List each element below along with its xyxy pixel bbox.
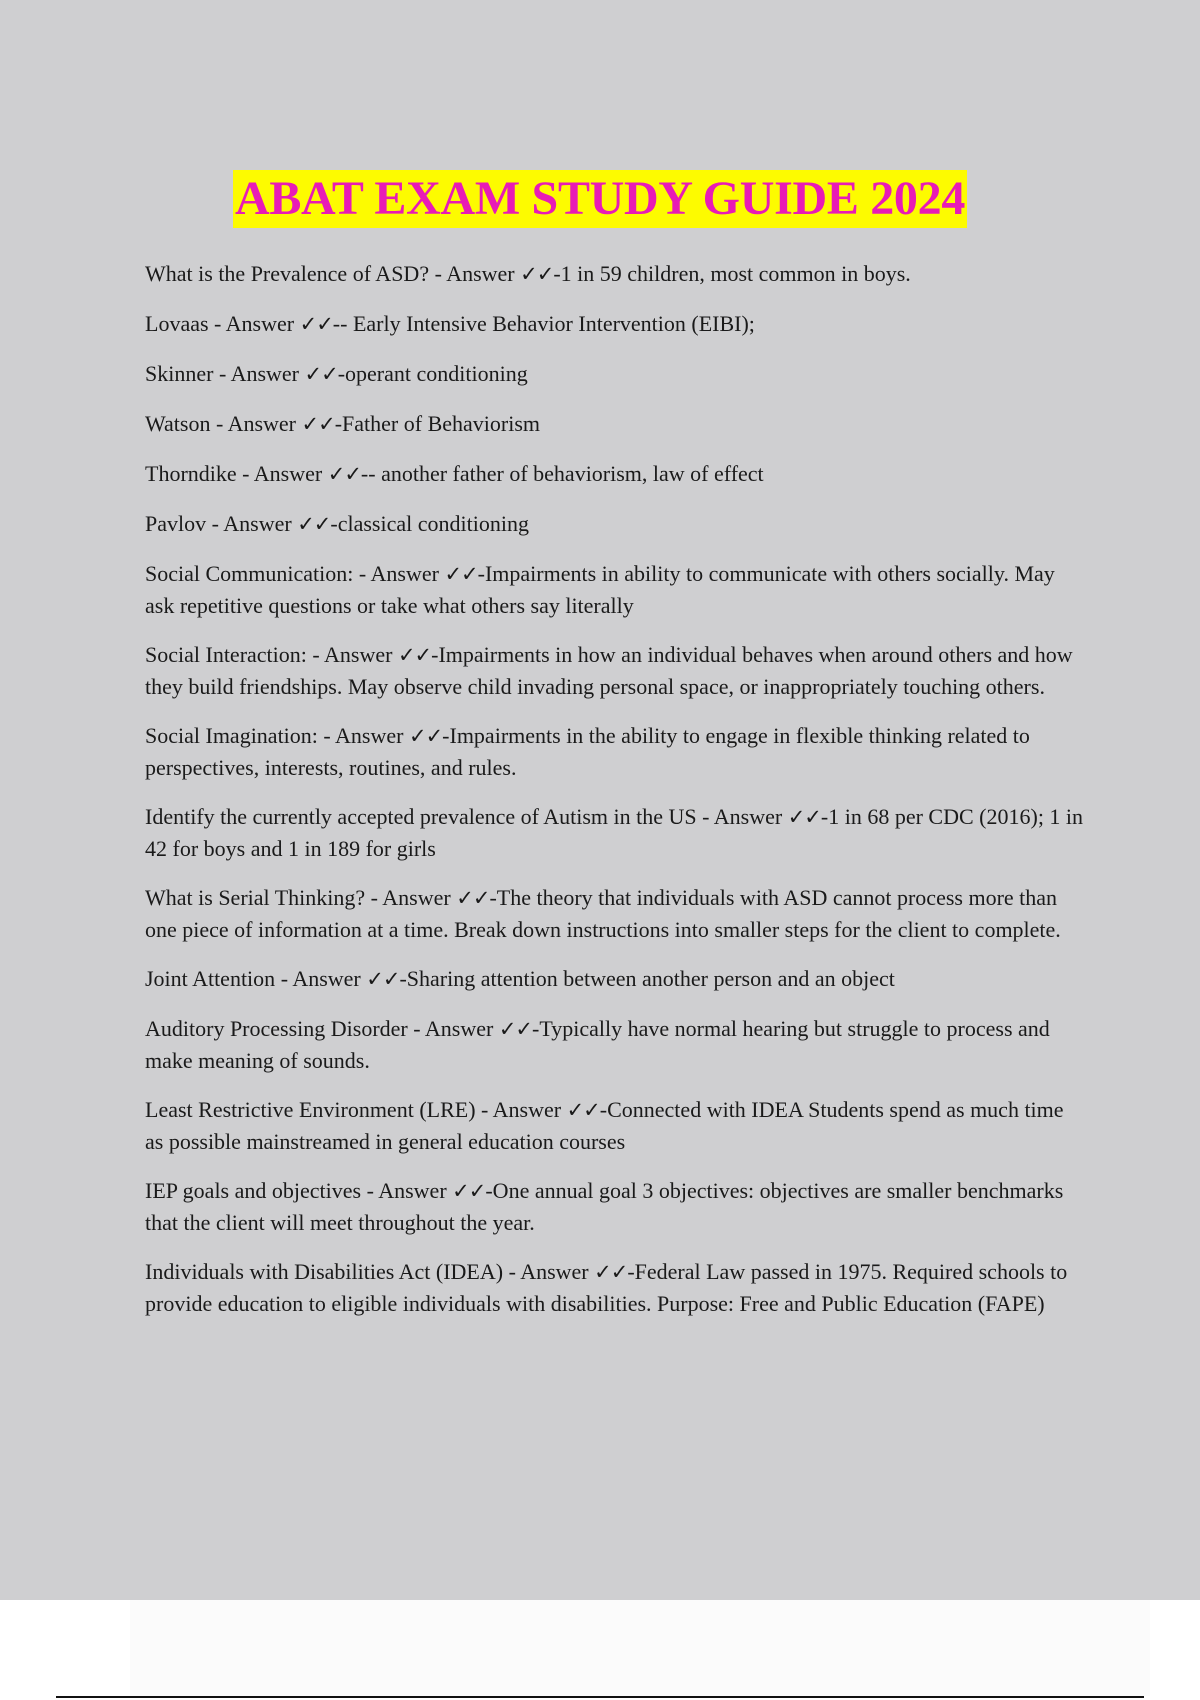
qa-item (145, 639, 1085, 702)
qa-separator: - (361, 1178, 379, 1203)
qa-separator: - (407, 1016, 425, 1041)
qa-separator: - (353, 561, 371, 586)
qa-item (145, 408, 1085, 440)
check-mark-icon: ✓✓ (301, 412, 335, 436)
qa-answer: -- Early Intensive Behavior Intervention (EIBI); (332, 311, 755, 336)
check-mark-icon: ✓✓ (456, 886, 490, 910)
check-mark-icon: ✓✓ (408, 724, 443, 748)
qa-term: Lovaas (145, 311, 209, 336)
qa-answer: -Impairments in the ability to engage in flexible thinking related to perspectives, interests, routines, and rules. (145, 723, 1030, 780)
answer-label: Answer (223, 511, 292, 536)
qa-answer: -Impairments in ability to communicate with others socially. May ask repetitive questions or take what others say literally (145, 561, 1055, 618)
check-mark-icon: ✓✓ (327, 462, 361, 486)
qa-term: Social Imagination: (145, 723, 318, 748)
qa-answer: -1 in 68 per CDC (2016); 1 in 42 for boys and 1 in 189 for girls (145, 804, 1084, 861)
check-mark-icon: ✓✓ (498, 1017, 533, 1041)
qa-separator: - (210, 411, 228, 436)
answer-label: Answer (424, 1016, 494, 1041)
check-mark-icon: ✓✓ (444, 562, 478, 586)
qa-term: Skinner (145, 361, 214, 386)
qa-term: Auditory Processing Disorder (145, 1016, 408, 1041)
qa-term: Individuals with Disabilities Act (IDEA) (145, 1259, 504, 1284)
qa-item (145, 1094, 1085, 1157)
footer-divider (56, 1696, 1144, 1698)
check-mark-icon: ✓✓ (566, 1098, 600, 1122)
qa-term: Identify the currently accepted prevalence of Autism in the US (145, 804, 697, 829)
qa-item (145, 1013, 1085, 1076)
qa-term: What is the Prevalence of ASD? (145, 261, 430, 286)
qa-term: Joint Attention (145, 966, 276, 991)
answer-label: Answer (230, 361, 300, 386)
qa-term: Social Interaction: (145, 642, 307, 667)
qa-term: Social Communication: (145, 561, 354, 586)
qa-answer: -Connected with IDEA Students spend as much time as possible mainstreamed in general education courses (145, 1097, 1064, 1154)
qa-term: Watson (145, 411, 211, 436)
check-mark-icon: ✓✓ (787, 805, 821, 829)
qa-answer: -Sharing attention between another person and an object (399, 966, 895, 991)
answer-label: Answer (492, 1097, 562, 1122)
qa-list (145, 258, 1085, 1337)
qa-answer: -classical conditioning (330, 511, 529, 536)
qa-answer: -Impairments in how an individual behaves when around others and how they build friendships. May observe child invading personal space, or inappropriately touching others. (145, 642, 1073, 699)
check-mark-icon: ✓✓ (397, 643, 432, 667)
qa-answer: -Typically have normal hearing but struggle to process and make meaning of sounds. (145, 1016, 1050, 1073)
check-mark-icon: ✓✓ (520, 262, 554, 286)
qa-item (145, 358, 1085, 390)
qa-separator: - (236, 461, 254, 486)
qa-item (145, 882, 1085, 945)
answer-label: Answer (378, 1178, 447, 1203)
qa-item (145, 258, 1085, 290)
check-mark-icon: ✓✓ (452, 1179, 486, 1203)
qa-answer: -1 in 59 children, most common in boys. (553, 261, 911, 286)
answer-label: Answer (335, 723, 404, 748)
check-mark-icon: ✓✓ (299, 312, 333, 336)
qa-separator: - (213, 361, 231, 386)
check-mark-icon: ✓✓ (594, 1260, 628, 1284)
qa-separator: - (208, 311, 226, 336)
qa-item (145, 963, 1085, 995)
qa-separator: - (503, 1259, 521, 1284)
qa-answer: -One annual goal 3 objectives: objectives are smaller benchmarks that the client will meet throughout the year. (145, 1178, 1064, 1235)
title-wrap (0, 170, 1200, 228)
qa-item (145, 720, 1085, 783)
answer-label: Answer (225, 311, 295, 336)
check-mark-icon: ✓✓ (297, 512, 331, 536)
qa-item (145, 1175, 1085, 1238)
answer-label: Answer (227, 411, 297, 436)
document-title: ABAT EXAM STUDY GUIDE 2024 (233, 170, 967, 228)
answer-label: Answer (520, 1259, 589, 1284)
qa-separator: - (365, 885, 383, 910)
qa-separator: - (696, 804, 714, 829)
qa-separator: - (275, 966, 293, 991)
qa-term: Least Restrictive Environment (LRE) (145, 1097, 476, 1122)
check-mark-icon: ✓✓ (366, 967, 400, 991)
qa-item (145, 308, 1085, 340)
qa-answer: -The theory that individuals with ASD cannot process more than one piece of information at a time. Break down instructions into smaller steps for the client to complete. (145, 885, 1061, 942)
answer-label: Answer (713, 804, 783, 829)
qa-item (145, 508, 1085, 540)
qa-item (145, 458, 1085, 490)
qa-separator: - (475, 1097, 493, 1122)
footer-panel (130, 1600, 1150, 1696)
qa-item (145, 801, 1085, 864)
qa-answer: -Father of Behaviorism (334, 411, 541, 436)
answer-label: Answer (253, 461, 323, 486)
answer-label: Answer (324, 642, 393, 667)
check-mark-icon: ✓✓ (304, 362, 338, 386)
qa-answer: -- another father of behaviorism, law of effect (360, 461, 764, 486)
qa-separator: - (206, 511, 224, 536)
qa-term: Thorndike (145, 461, 237, 486)
qa-term: IEP goals and objectives (145, 1178, 362, 1203)
qa-term: What is Serial Thinking? (145, 885, 366, 910)
answer-label: Answer (446, 261, 515, 286)
qa-answer: -Federal Law passed in 1975. Required schools to provide education to eligible individuals with disabilities. Purpose: Free and Public Education (FAPE) (145, 1259, 1068, 1316)
answer-label: Answer (370, 561, 439, 586)
qa-term: Pavlov (145, 511, 207, 536)
answer-label: Answer (382, 885, 451, 910)
qa-item (145, 1256, 1085, 1319)
qa-separator: - (429, 261, 447, 286)
qa-item (145, 558, 1085, 621)
answer-label: Answer (292, 966, 361, 991)
qa-answer: -operant conditioning (337, 361, 528, 386)
qa-separator: - (317, 723, 336, 748)
qa-separator: - (306, 642, 325, 667)
